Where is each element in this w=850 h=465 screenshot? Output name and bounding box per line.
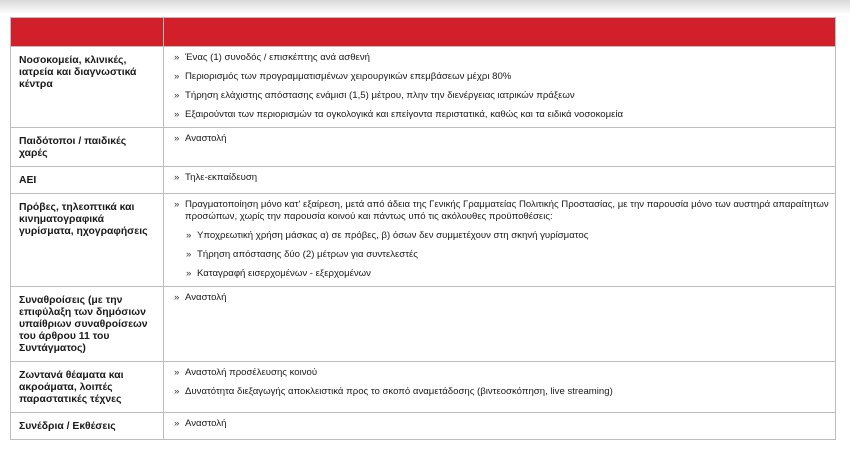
measure-text: Πραγματοποίηση μόνο κατ' εξαίρεση, μετά από άδεια της Γενικής Γραμματείας Πολιτικής Προστασίας, με την παρουσία μόνο των αυστηρά απαραίτητων προσώπων, χωρίς την παρουσία κοινού και πάντως υπό τις ακόλουθες προϋποθέσεις: [185, 199, 829, 222]
measure-item [174, 386, 829, 398]
bullet-chevron-icon: » [174, 418, 180, 429]
bullet-chevron-icon: » [174, 386, 180, 397]
measures-cell [164, 128, 836, 167]
category-cell [11, 167, 164, 194]
measures-cell [164, 47, 836, 128]
table-row [11, 167, 836, 194]
measure-text: Τήρηση ελάχιστης απόστασης ενάμισι (1,5) μέτρου, πλην την διενέργειας ιατρικών πράξεων [185, 90, 575, 101]
measure-text: Αναστολή [185, 292, 227, 303]
category-cell [11, 287, 164, 362]
measure-item [174, 90, 829, 102]
measures-cell [164, 194, 836, 287]
measures-cell [164, 287, 836, 362]
measure-item [174, 292, 829, 304]
table-row [11, 413, 836, 440]
measure-text: Εξαιρούνται των περιορισμών τα ογκολογικά και επείγοντα περιστατικά, καθώς και τα ειδικά νοσοκομεία [185, 109, 624, 120]
top-shade [0, 0, 850, 14]
measure-text: Αναστολή προσέλευσης κοινού [185, 367, 318, 378]
bullet-chevron-icon: » [174, 133, 180, 144]
category-label: Συνέδρια / Εκθέσεις [19, 421, 116, 432]
header-cell-measures [164, 18, 836, 47]
category-label: Συναθροίσεις (με την επιφύλαξη των δημόσιων υπαίθριων συναθροίσεων του άρθρου 11 του Συντάγματος) [19, 295, 148, 354]
bullet-chevron-icon: » [174, 292, 180, 303]
category-cell [11, 194, 164, 287]
bullet-chevron-icon: » [174, 367, 180, 378]
category-label: Ζωντανά θέαματα και ακροάματα, λοιπές παραστατικές τέχνες [19, 370, 124, 405]
category-label: Νοσοκομεία, κλινικές, ιατρεία και διαγνωστικά κέντρα [19, 55, 137, 90]
bullet-chevron-icon: » [174, 199, 180, 210]
sub-measure-item [186, 230, 829, 242]
table-row [11, 362, 836, 413]
measures-table [10, 17, 836, 440]
bullet-chevron-icon: » [174, 71, 180, 82]
measure-item [174, 367, 829, 379]
bullet-chevron-icon: » [174, 90, 180, 101]
measures-cell [164, 167, 836, 194]
measure-item [174, 71, 829, 83]
measure-text: Δυνατότητα διεξαγωγής αποκλειστικά προς το σκοπό αναμετάδοσης (βιντεοσκόπηση, live streaming) [185, 386, 613, 397]
measure-text: Τηλε-εκπαίδευση [185, 172, 258, 183]
table-row [11, 47, 836, 128]
category-cell [11, 362, 164, 413]
measures-cell [164, 362, 836, 413]
category-cell [11, 47, 164, 128]
measures-cell [164, 413, 836, 440]
bullet-chevron-icon: » [174, 52, 180, 63]
measure-text: Περιορισμός των προγραμματισμένων χειρουργικών επεμβάσεων μέχρι 80% [185, 71, 512, 82]
bullet-chevron-icon: » [174, 109, 180, 120]
table-row [11, 128, 836, 167]
table-body [11, 47, 836, 440]
measure-text: Καταγραφή εισερχομένων - εξερχομένων [197, 268, 371, 279]
bullet-chevron-icon: » [174, 172, 180, 183]
category-label: ΑΕΙ [19, 175, 37, 186]
bullet-chevron-icon: » [186, 230, 192, 241]
category-cell [11, 128, 164, 167]
measure-item [174, 52, 829, 64]
measure-item [174, 133, 829, 145]
bullet-chevron-icon: » [186, 268, 192, 279]
category-label: Πρόβες, τηλεοπτικά και κινηματογραφικά γυρίσματα, ηχογραφήσεις [19, 202, 148, 237]
category-cell [11, 413, 164, 440]
category-label: Παιδότοποι / παιδικές χαρές [19, 136, 127, 159]
measure-item [174, 418, 829, 430]
table-header-row [11, 18, 836, 47]
sub-measure-item [186, 249, 829, 261]
header-cell-category [11, 18, 164, 47]
table-row [11, 287, 836, 362]
bullet-chevron-icon: » [186, 249, 192, 260]
measure-text: Αναστολή [185, 133, 227, 144]
measure-text: Ένας (1) συνοδός / επισκέπτης ανά ασθενή [185, 52, 370, 63]
measure-text: Τήρηση απόστασης δύο (2) μέτρων για συντελεστές [197, 249, 418, 260]
measure-item [174, 199, 829, 223]
measure-item [174, 172, 829, 184]
measure-item [174, 109, 829, 121]
measure-text: Υποχρεωτική χρήση μάσκας α) σε πρόβες, β) όσων δεν συμμετέχουν στη σκηνή γυρίσματος [197, 230, 589, 241]
table-row [11, 194, 836, 287]
measure-text: Αναστολή [185, 418, 227, 429]
sub-measure-item [186, 268, 829, 280]
